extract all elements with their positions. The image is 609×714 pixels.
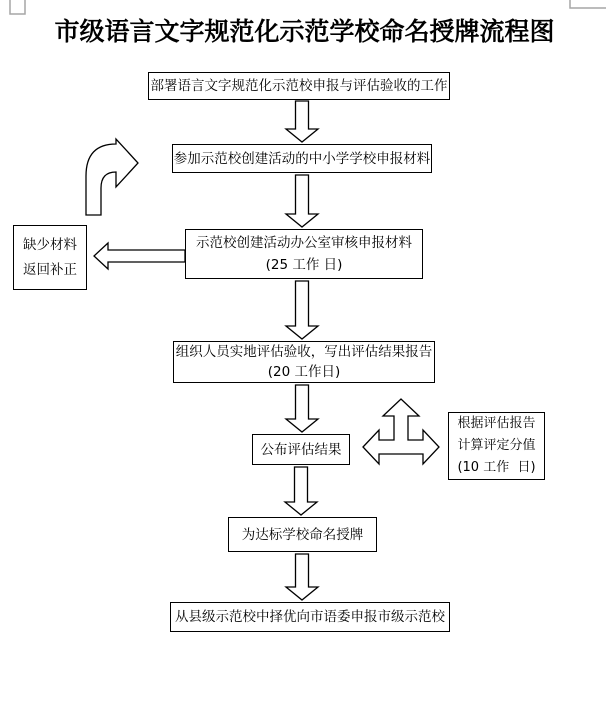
scoring-note-box (448, 412, 545, 480)
step-4-label-line1: 组织人员实地评估验收，写出评估结果报告 (175, 344, 433, 360)
step-4-label-line2: (20 工作日) (267, 364, 341, 380)
step-2-box (172, 144, 432, 173)
boundary-mark-top-right-icon (570, 0, 606, 8)
step-1-label: 部署语言文字规范化示范校申报与评估验收的工作 (150, 78, 448, 94)
scoring-note-line2: 计算评定分值 (457, 438, 536, 453)
step-3-box (185, 229, 423, 279)
step-7-label: 从县级示范校中择优向市语委申报市级示范校 (175, 609, 445, 625)
step-6-label: 为达标学校命名授牌 (241, 526, 364, 543)
step-4-box (173, 341, 435, 383)
step-7-box (170, 602, 450, 632)
step-5-box (252, 434, 350, 465)
return-note-line2: 返回补正 (23, 261, 77, 278)
step-5-label: 公布评估结果 (260, 441, 342, 458)
page-title: 市级语言文字规范化示范学校命名授牌流程图 (54, 17, 555, 46)
scoring-note-line1: 根据评估报告 (457, 416, 536, 431)
return-note-box (13, 225, 87, 290)
step-6-box (228, 517, 377, 552)
step-3-label-line2: (25 工作 日) (265, 257, 343, 273)
step-1-box (148, 72, 450, 100)
step-3-label-line1: 示范校创建活动办公室审核申报材料 (196, 235, 412, 251)
scoring-note-line3: (10 工作 日) (457, 460, 536, 475)
return-note-line1: 缺少材料 (23, 236, 77, 253)
step-2-label: 参加示范校创建活动的中小学学校申报材料 (173, 150, 431, 167)
